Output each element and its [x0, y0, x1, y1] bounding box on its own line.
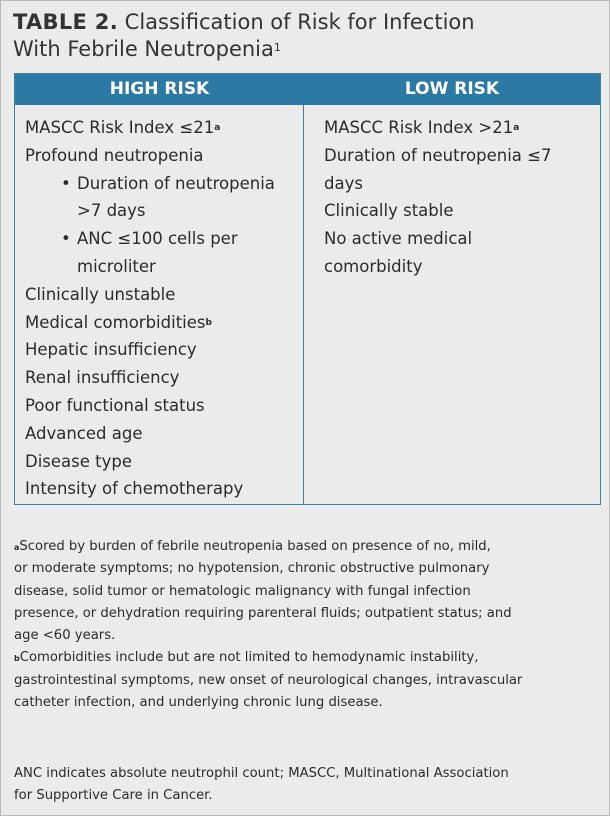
footnotes: [14, 536, 602, 714]
high-risk-item: Hepatic insufficiency: [25, 340, 197, 360]
abbreviation-line: ANC indicates absolute neutrophil count; MASCC, Multinational Association: [14, 766, 509, 781]
high-risk-item: Medical comorbidities$^b$: [25, 312, 212, 332]
footnote-line: age <60 years.: [14, 628, 116, 644]
footnote-mark: a: [14, 543, 20, 552]
table-title: [13, 9, 603, 63]
low-risk-item: days: [324, 173, 363, 193]
footnote-marker: a: [513, 123, 520, 133]
high-risk-item: Advanced age: [25, 423, 143, 443]
low-risk-item: comorbidity: [324, 256, 423, 276]
high-risk-item: Renal insufficiency: [25, 368, 180, 388]
title-line-1: Classification of Risk for Infection: [124, 10, 475, 34]
abbreviation-line: for Supportive Care in Cancer.: [14, 788, 213, 804]
header-high-risk: HIGH RISK: [109, 79, 210, 99]
footnote-line: or moderate symptoms; no hypotension, chronic obstructive pulmonary: [14, 561, 490, 577]
footnote-line: disease, solid tumor or hematologic malignancy with fungal infection: [14, 583, 471, 599]
high-risk-item: Intensity of chemotherapy: [25, 479, 244, 499]
footnote-mark: b: [14, 654, 20, 664]
title-reference: 1: [273, 41, 281, 54]
high-risk-item: Profound neutropenia: [25, 145, 204, 165]
low-risk-column: [324, 114, 590, 281]
high-risk-item: MASCC Risk Index ≤21$^a$: [25, 118, 221, 137]
footnote-marker: b: [205, 317, 212, 328]
footnote-marker: a: [214, 123, 221, 133]
footnote-a: $^a$Scored by burden of febrile neutropenia based on presence of no, mild,: [14, 539, 491, 554]
low-risk-item: No active medical: [324, 229, 473, 249]
high-risk-item: Clinically unstable: [25, 284, 176, 304]
bullet-icon: •: [61, 173, 71, 193]
high-risk-column: [25, 114, 297, 503]
low-risk-item: Duration of neutropenia ≤7: [324, 145, 552, 165]
low-risk-item: Clinically stable: [324, 201, 454, 221]
abbreviations-note: [14, 763, 604, 808]
footnote-line: catheter infection, and underlying chronic lung disease.: [14, 695, 383, 711]
high-risk-item: Disease type: [25, 451, 133, 471]
table-number: TABLE 2.: [13, 10, 118, 34]
footnote-b: $^b$Comorbidities include but are not limited to hemodynamic instability,: [14, 650, 479, 666]
table-header-row: [15, 74, 600, 105]
footnote-line: gastrointestinal symptoms, new onset of neurological changes, intravascular: [14, 672, 523, 688]
column-divider: [303, 105, 304, 504]
high-risk-item: Poor functional status: [25, 395, 205, 415]
footnote-line: presence, or dehydration requiring parenteral fluids; outpatient status; and: [14, 605, 512, 621]
high-risk-subitem: • ANC ≤100 cells per microliter: [25, 225, 297, 281]
title-line-2: With Febrile Neutropenia: [13, 37, 274, 61]
low-risk-item: MASCC Risk Index >21$^a$: [324, 118, 520, 137]
header-low-risk: LOW RISK: [404, 79, 500, 99]
high-risk-subitem: • Duration of neutropenia >7 days: [25, 170, 297, 226]
risk-table: [14, 73, 601, 505]
bullet-icon: •: [61, 229, 71, 249]
